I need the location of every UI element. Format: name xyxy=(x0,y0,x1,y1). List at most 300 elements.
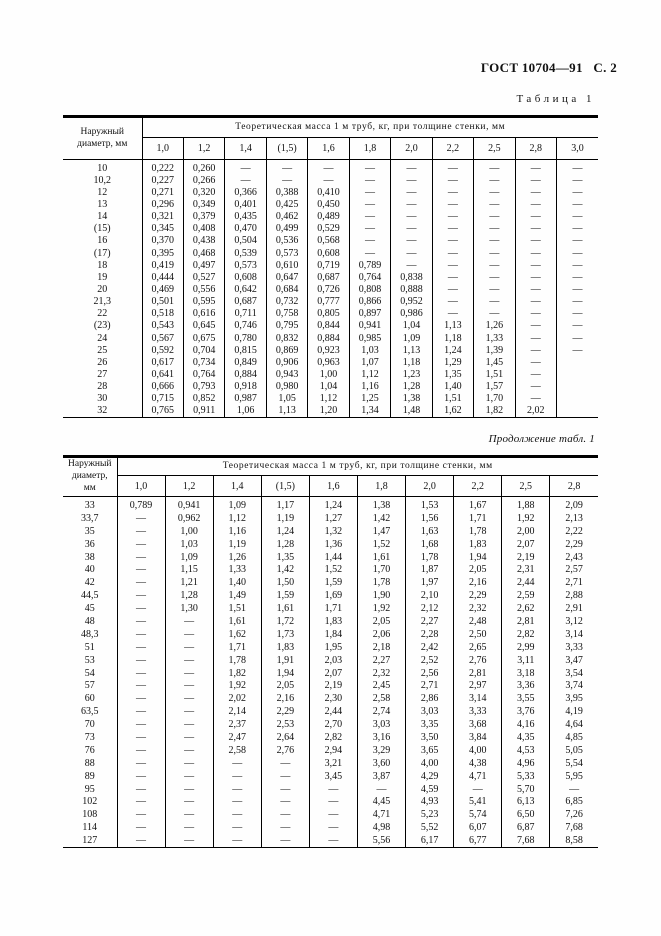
table-row xyxy=(63,296,598,308)
mass-value-cell: 2,71 xyxy=(406,679,454,692)
mass-column-header: Теоретическая масса 1 м труб, кг, при толщине стенки, мм xyxy=(142,117,598,138)
mass-value-cell: 1,29 xyxy=(432,356,473,368)
diameter-cell: 44,5 xyxy=(81,590,99,602)
mass-value-cell: 2,58 xyxy=(357,692,405,705)
mass-value-cell: — xyxy=(165,731,213,744)
table-row xyxy=(63,770,598,783)
diameter-cell: 25 xyxy=(97,344,108,356)
mass-value-cell: 0,980 xyxy=(266,381,307,393)
mass-value-cell: — xyxy=(557,271,598,283)
mass-value-cell: — xyxy=(213,808,261,821)
mass-value-cell: 2,44 xyxy=(502,576,550,589)
mass-value-cell: — xyxy=(515,393,556,405)
mass-value-cell: — xyxy=(117,770,165,783)
mass-value-cell: 4,59 xyxy=(406,783,454,796)
mass-value-cell: 2,12 xyxy=(406,602,454,615)
mass-value-cell: — xyxy=(474,198,515,210)
mass-value-cell: — xyxy=(557,308,598,320)
mass-value-cell: 2,81 xyxy=(502,615,550,628)
mass-value-cell: 1,78 xyxy=(406,551,454,564)
mass-value-cell: — xyxy=(309,834,357,847)
mass-value-cell: — xyxy=(117,705,165,718)
mass-value-cell: 1,33 xyxy=(213,563,261,576)
mass-value-cell: 1,12 xyxy=(213,512,261,525)
diameter-cell: 53 xyxy=(84,654,95,666)
mass-value-cell: 1,13 xyxy=(266,405,307,418)
table-row xyxy=(63,744,598,757)
mass-value-cell: 6,07 xyxy=(454,821,502,834)
mass-value-cell: 4,53 xyxy=(502,744,550,757)
table-row xyxy=(63,211,598,223)
mass-value-cell: — xyxy=(117,821,165,834)
mass-value-cell: — xyxy=(117,602,165,615)
mass-value-cell: — xyxy=(557,160,598,175)
mass-value-cell: — xyxy=(165,795,213,808)
table-row xyxy=(63,368,598,380)
mass-value-cell: — xyxy=(261,770,309,783)
mass-value-cell: 0,687 xyxy=(225,296,266,308)
mass-value-cell: 4,35 xyxy=(502,731,550,744)
page-header-gost-number: ГОСТ 10704—91 С. 2 xyxy=(480,60,617,75)
mass-value-cell: 1,90 xyxy=(357,589,405,602)
mass-value-cell: 2,70 xyxy=(309,718,357,731)
mass-value-cell: 0,529 xyxy=(308,223,349,235)
mass-value-cell: 0,687 xyxy=(308,271,349,283)
mass-value-cell: 1,26 xyxy=(213,551,261,564)
mass-value-cell: 2,31 xyxy=(502,563,550,576)
mass-value-cell: — xyxy=(349,223,390,235)
diameter-cell: 89 xyxy=(84,770,95,782)
mass-value-cell: 2,53 xyxy=(261,718,309,731)
mass-value-cell: 0,941 xyxy=(349,320,390,332)
mass-value-cell: 1,18 xyxy=(391,356,432,368)
mass-value-cell: 0,726 xyxy=(308,283,349,295)
mass-value-cell: — xyxy=(117,718,165,731)
table-row xyxy=(63,551,598,564)
mass-value-cell: — xyxy=(515,259,556,271)
mass-value-cell: 0,832 xyxy=(266,332,307,344)
mass-value-cell: — xyxy=(165,783,213,796)
mass-value-cell: — xyxy=(165,705,213,718)
mass-value-cell: 2,27 xyxy=(357,654,405,667)
diameter-cell: 21,3 xyxy=(93,296,111,308)
diameter-cell: 28 xyxy=(97,381,108,393)
mass-value-cell: — xyxy=(515,186,556,198)
mass-value-cell: 1,03 xyxy=(165,538,213,551)
wall-thickness-header: 1,4 xyxy=(225,138,266,160)
mass-value-cell: 0,844 xyxy=(308,320,349,332)
mass-value-cell: 3,16 xyxy=(357,731,405,744)
diameter-cell: 26 xyxy=(97,356,108,368)
mass-value-cell: 0,746 xyxy=(225,320,266,332)
mass-value-cell: 2,02 xyxy=(213,692,261,705)
mass-value-cell: — xyxy=(474,174,515,186)
mass-value-cell: — xyxy=(515,368,556,380)
mass-value-cell: — xyxy=(515,211,556,223)
mass-value-cell: — xyxy=(474,211,515,223)
mass-value-cell: 3,60 xyxy=(357,757,405,770)
mass-value-cell: — xyxy=(165,718,213,731)
diameter-cell: 10 xyxy=(97,162,108,174)
mass-value-cell: 0,379 xyxy=(183,211,224,223)
mass-value-cell: 0,986 xyxy=(391,308,432,320)
mass-value-cell: — xyxy=(454,783,502,796)
table-row xyxy=(63,381,598,393)
mass-value-cell: 2,76 xyxy=(454,654,502,667)
mass-value-cell: — xyxy=(117,589,165,602)
mass-value-cell: 0,838 xyxy=(391,271,432,283)
mass-value-cell: — xyxy=(117,808,165,821)
mass-value-cell: 3,68 xyxy=(454,718,502,731)
mass-value-cell: — xyxy=(165,692,213,705)
wall-thickness-header: (1,5) xyxy=(266,138,307,160)
mass-value-cell: 2,62 xyxy=(502,602,550,615)
mass-value-cell: — xyxy=(474,160,515,175)
mass-value-cell: 0,906 xyxy=(266,356,307,368)
mass-value-cell: — xyxy=(557,223,598,235)
mass-value-cell: 1,47 xyxy=(357,525,405,538)
mass-value-cell: 1,94 xyxy=(454,551,502,564)
table-row xyxy=(63,344,598,356)
mass-value-cell: — xyxy=(165,821,213,834)
diameter-column-header: Наружный диаметр, мм xyxy=(63,457,117,497)
mass-value-cell: — xyxy=(213,757,261,770)
mass-value-cell: 0,321 xyxy=(142,211,183,223)
mass-value-cell: 6,50 xyxy=(502,808,550,821)
mass-value-cell: — xyxy=(117,615,165,628)
mass-value-cell: 1,00 xyxy=(165,525,213,538)
wall-thickness-header: 1,2 xyxy=(183,138,224,160)
mass-value-cell: 0,468 xyxy=(183,247,224,259)
mass-value-cell: 1,83 xyxy=(261,641,309,654)
mass-value-cell: — xyxy=(308,160,349,175)
mass-value-cell: 2,29 xyxy=(261,705,309,718)
mass-value-cell: 0,595 xyxy=(183,296,224,308)
mass-value-cell: — xyxy=(515,198,556,210)
mass-value-cell: — xyxy=(165,744,213,757)
table-row xyxy=(63,332,598,344)
mass-value-cell: 2,09 xyxy=(550,497,598,512)
mass-value-cell: 2,07 xyxy=(502,538,550,551)
mass-value-cell: — xyxy=(213,795,261,808)
mass-value-cell: 4,96 xyxy=(502,757,550,770)
wall-thickness-header: 1,6 xyxy=(308,138,349,160)
table-row xyxy=(63,405,598,418)
mass-value-cell: 1,20 xyxy=(308,405,349,418)
mass-value-cell: 0,795 xyxy=(266,320,307,332)
mass-value-cell: 0,641 xyxy=(142,368,183,380)
table-row xyxy=(63,512,598,525)
mass-value-cell: 2,10 xyxy=(406,589,454,602)
mass-value-cell: 3,50 xyxy=(406,731,454,744)
mass-value-cell: 0,438 xyxy=(183,235,224,247)
table-row xyxy=(63,223,598,235)
wall-thickness-header: 1,4 xyxy=(213,476,261,497)
table-row xyxy=(63,679,598,692)
mass-value-cell: 0,789 xyxy=(117,497,165,512)
mass-value-cell: 1,19 xyxy=(261,512,309,525)
mass-value-cell: 2,81 xyxy=(454,667,502,680)
mass-value-cell: — xyxy=(117,576,165,589)
mass-value-cell: — xyxy=(165,641,213,654)
mass-value-cell: 0,941 xyxy=(165,497,213,512)
mass-value-cell: 1,32 xyxy=(309,525,357,538)
mass-value-cell: 0,647 xyxy=(266,271,307,283)
diameter-cell: 20 xyxy=(97,283,108,295)
mass-value-cell: 4,00 xyxy=(406,757,454,770)
mass-value-cell: 0,617 xyxy=(142,356,183,368)
mass-value-cell: — xyxy=(213,783,261,796)
mass-value-cell: — xyxy=(515,283,556,295)
mass-value-cell: 0,897 xyxy=(349,308,390,320)
mass-value-cell: 1,68 xyxy=(406,538,454,551)
mass-value-cell: — xyxy=(261,808,309,821)
table-row xyxy=(63,198,598,210)
mass-value-cell: — xyxy=(117,538,165,551)
mass-value-cell: — xyxy=(266,160,307,175)
table-row xyxy=(63,247,598,259)
mass-value-cell: — xyxy=(117,692,165,705)
mass-value-cell: — xyxy=(474,247,515,259)
pipe-mass-table-continuation xyxy=(63,455,598,848)
mass-value-cell: 0,758 xyxy=(266,308,307,320)
mass-value-cell: 1,35 xyxy=(261,551,309,564)
mass-value-cell: 0,645 xyxy=(183,320,224,332)
mass-value-cell: — xyxy=(432,283,473,295)
mass-value-cell: 2,05 xyxy=(261,679,309,692)
mass-value-cell: 1,62 xyxy=(432,405,473,418)
mass-value-cell: — xyxy=(261,757,309,770)
wall-thickness-header: 1,8 xyxy=(357,476,405,497)
diameter-cell: 48,3 xyxy=(81,628,99,640)
mass-value-cell: 2,56 xyxy=(406,667,454,680)
mass-value-cell: — xyxy=(474,223,515,235)
mass-value-cell: 2,43 xyxy=(550,551,598,564)
diameter-cell: 33,7 xyxy=(81,512,99,524)
mass-value-cell: — xyxy=(349,160,390,175)
mass-value-cell: 0,450 xyxy=(308,198,349,210)
mass-value-cell: 0,675 xyxy=(183,332,224,344)
mass-value-cell: 2,76 xyxy=(261,744,309,757)
mass-value-cell: — xyxy=(432,211,473,223)
mass-value-cell: 0,869 xyxy=(266,344,307,356)
mass-value-cell: 1,52 xyxy=(309,563,357,576)
mass-value-cell: — xyxy=(165,628,213,641)
mass-value-cell: 6,85 xyxy=(550,795,598,808)
mass-value-cell: 4,93 xyxy=(406,795,454,808)
mass-value-cell: 1,38 xyxy=(391,393,432,405)
diameter-cell: 76 xyxy=(84,744,95,756)
mass-value-cell: 6,77 xyxy=(454,834,502,847)
mass-value-cell: 1,91 xyxy=(261,654,309,667)
mass-value-cell: 1,83 xyxy=(309,615,357,628)
mass-value-cell: — xyxy=(117,731,165,744)
mass-value-cell: 2,00 xyxy=(502,525,550,538)
mass-value-cell: 0,366 xyxy=(225,186,266,198)
mass-value-cell: — xyxy=(165,770,213,783)
mass-value-cell: — xyxy=(225,160,266,175)
diameter-cell: 42 xyxy=(84,577,95,589)
mass-value-cell: 4,38 xyxy=(454,757,502,770)
mass-value-cell: 2,71 xyxy=(550,576,598,589)
diameter-cell: 32 xyxy=(97,405,108,417)
mass-value-cell: 3,74 xyxy=(550,679,598,692)
mass-value-cell: 0,952 xyxy=(391,296,432,308)
mass-value-cell: 0,764 xyxy=(183,368,224,380)
mass-value-cell: 1,26 xyxy=(474,320,515,332)
mass-value-cell: 1,13 xyxy=(391,344,432,356)
mass-value-cell: 0,963 xyxy=(308,356,349,368)
table-row xyxy=(63,393,598,405)
mass-value-cell: — xyxy=(515,320,556,332)
mass-value-cell: — xyxy=(117,525,165,538)
mass-value-cell: 1,94 xyxy=(261,667,309,680)
mass-value-cell: 2,14 xyxy=(213,705,261,718)
wall-thickness-header: 1,2 xyxy=(165,476,213,497)
mass-value-cell: 0,849 xyxy=(225,356,266,368)
mass-value-cell: — xyxy=(515,356,556,368)
mass-value-cell: 4,45 xyxy=(357,795,405,808)
mass-value-cell: 0,556 xyxy=(183,283,224,295)
diameter-cell: (23) xyxy=(93,320,111,332)
diameter-column-header: Наружный диаметр, мм xyxy=(63,117,142,160)
mass-value-cell: 0,527 xyxy=(183,271,224,283)
mass-value-cell: — xyxy=(261,834,309,847)
mass-value-cell: 2,47 xyxy=(213,731,261,744)
mass-value-cell: 3,47 xyxy=(550,654,598,667)
mass-value-cell: 3,55 xyxy=(502,692,550,705)
mass-value-cell: 1,00 xyxy=(308,368,349,380)
mass-value-cell: — xyxy=(261,795,309,808)
mass-value-cell: 3,29 xyxy=(357,744,405,757)
mass-value-cell: 1,92 xyxy=(357,602,405,615)
table-row xyxy=(63,757,598,770)
mass-value-cell: 1,51 xyxy=(474,368,515,380)
diameter-cell: 108 xyxy=(82,809,98,821)
mass-value-cell: 2,19 xyxy=(309,679,357,692)
mass-value-cell: 3,35 xyxy=(406,718,454,731)
mass-value-cell: 1,18 xyxy=(432,332,473,344)
mass-value-cell: 0,719 xyxy=(308,259,349,271)
mass-value-cell: 8,58 xyxy=(550,834,598,847)
mass-value-cell: 2,64 xyxy=(261,731,309,744)
mass-value-cell: 0,764 xyxy=(349,271,390,283)
mass-value-cell: 0,222 xyxy=(142,160,183,175)
mass-value-cell: — xyxy=(349,247,390,259)
diameter-cell: 114 xyxy=(82,822,98,834)
mass-value-cell: 0,918 xyxy=(225,381,266,393)
mass-value-cell: 4,16 xyxy=(502,718,550,731)
mass-value-cell: 7,68 xyxy=(502,834,550,847)
table-row xyxy=(63,308,598,320)
mass-value-cell xyxy=(557,381,598,393)
mass-value-cell: — xyxy=(117,563,165,576)
mass-value-cell xyxy=(557,368,598,380)
mass-value-cell: — xyxy=(117,551,165,564)
mass-value-cell: 3,65 xyxy=(406,744,454,757)
mass-value-cell: — xyxy=(515,160,556,175)
mass-value-cell: 0,543 xyxy=(142,320,183,332)
mass-value-cell: — xyxy=(165,834,213,847)
mass-value-cell: 1,84 xyxy=(309,628,357,641)
mass-value-cell: 0,462 xyxy=(266,211,307,223)
mass-value-cell: 0,573 xyxy=(266,247,307,259)
mass-value-cell: 1,36 xyxy=(309,538,357,551)
mass-value-cell: 1,87 xyxy=(406,563,454,576)
mass-value-cell: 0,345 xyxy=(142,223,183,235)
mass-value-cell: 1,28 xyxy=(391,381,432,393)
table-row xyxy=(63,259,598,271)
mass-value-cell: 1,78 xyxy=(357,576,405,589)
mass-value-cell: 7,68 xyxy=(550,821,598,834)
mass-value-cell: 3,03 xyxy=(357,718,405,731)
mass-value-cell: — xyxy=(515,296,556,308)
mass-value-cell: 0,888 xyxy=(391,283,432,295)
mass-value-cell: 2,30 xyxy=(309,692,357,705)
mass-value-cell: — xyxy=(474,259,515,271)
table-row xyxy=(63,628,598,641)
mass-value-cell: 6,13 xyxy=(502,795,550,808)
mass-value-cell: 3,11 xyxy=(502,654,550,667)
mass-value-cell: 1,24 xyxy=(309,497,357,512)
mass-value-cell: 0,765 xyxy=(142,405,183,418)
diameter-cell: 38 xyxy=(84,551,95,563)
mass-value-cell: 0,715 xyxy=(142,393,183,405)
mass-value-cell: — xyxy=(432,198,473,210)
mass-value-cell: 2,02 xyxy=(515,405,556,418)
mass-value-cell: 1,21 xyxy=(165,576,213,589)
table-row xyxy=(63,667,598,680)
mass-value-cell: 0,592 xyxy=(142,344,183,356)
diameter-cell: 24 xyxy=(97,332,108,344)
mass-value-cell: 0,642 xyxy=(225,283,266,295)
mass-value-cell: — xyxy=(515,247,556,259)
mass-value-cell: 1,16 xyxy=(349,381,390,393)
mass-value-cell: 1,70 xyxy=(474,393,515,405)
mass-value-cell: — xyxy=(557,174,598,186)
mass-value-cell: 2,03 xyxy=(309,654,357,667)
mass-value-cell: 0,499 xyxy=(266,223,307,235)
mass-value-cell: 4,19 xyxy=(550,705,598,718)
table-row xyxy=(63,808,598,821)
mass-value-cell: 1,09 xyxy=(391,332,432,344)
mass-value-cell: 0,866 xyxy=(349,296,390,308)
header-row xyxy=(63,457,598,476)
mass-value-cell: 1,24 xyxy=(432,344,473,356)
mass-value-cell: 2,48 xyxy=(454,615,502,628)
mass-value-cell: 3,87 xyxy=(357,770,405,783)
table-row xyxy=(63,160,598,175)
mass-value-cell: 0,410 xyxy=(308,186,349,198)
mass-value-cell: 1,48 xyxy=(391,405,432,418)
table-row xyxy=(63,641,598,654)
mass-value-cell: — xyxy=(432,223,473,235)
diameter-cell: (15) xyxy=(93,223,111,235)
mass-value-cell: 1,42 xyxy=(357,512,405,525)
mass-value-cell: 1,03 xyxy=(349,344,390,356)
mass-value-cell: 1,51 xyxy=(432,393,473,405)
mass-value-cell: 1,71 xyxy=(309,602,357,615)
mass-value-cell: 1,34 xyxy=(349,405,390,418)
mass-value-cell: — xyxy=(557,296,598,308)
mass-value-cell: 4,29 xyxy=(406,770,454,783)
mass-value-cell: 2,05 xyxy=(357,615,405,628)
mass-value-cell: — xyxy=(515,223,556,235)
mass-value-cell: — xyxy=(557,235,598,247)
mass-value-cell: — xyxy=(225,174,266,186)
mass-value-cell: 1,63 xyxy=(406,525,454,538)
diameter-cell: 13 xyxy=(97,198,108,210)
